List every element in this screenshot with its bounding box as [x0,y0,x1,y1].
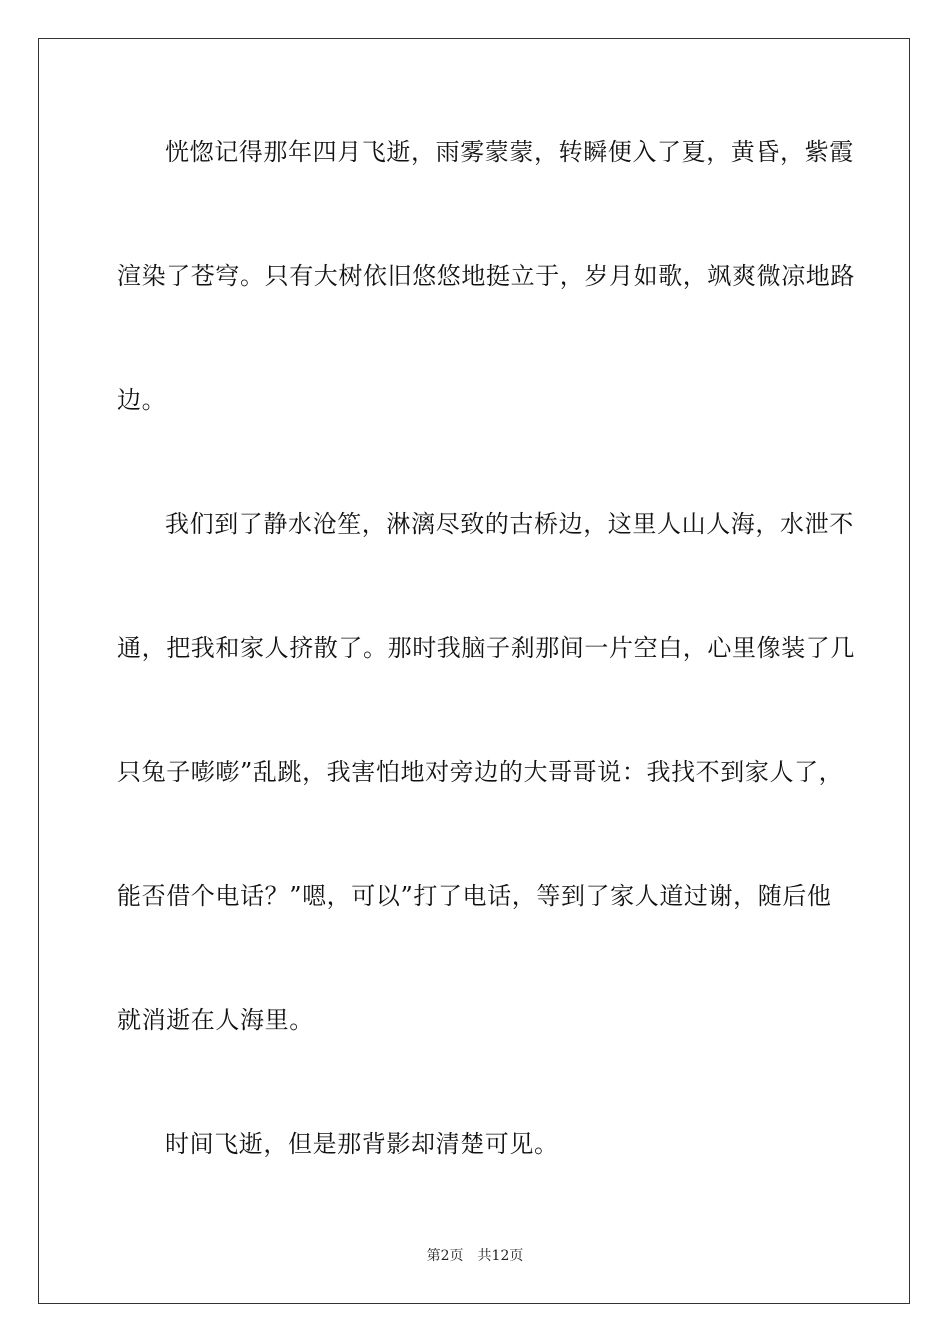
page-border [38,38,910,1304]
page-number: 第2页 [426,1248,464,1264]
text-line: 通，把我和家人挤散了。那时我脑子刹那间一片空白，心里像装了几 [117,634,855,662]
text-line: 时间飞逝，但是那背影却清楚可见。 [165,1130,559,1158]
text-line: 边。 [117,386,167,414]
text-line: 渲染了苍穹。只有大树依旧悠悠地挺立于，岁月如歌，飒爽微凉地路 [117,262,855,290]
text-line: 我们到了静水沧笙，淋漓尽致的古桥边，这里人山人海，水泄不 [165,510,854,538]
text-line: 只兔子嘭嘭”乱跳，我害怕地对旁边的大哥哥说：我找不到家人了， [117,758,844,786]
text-line: 恍惚记得那年四月飞逝，雨雾蒙蒙，转瞬便入了夏，黄昏，紫霞 [165,138,854,166]
text-line: 能否借个电话？”嗯，可以”打了电话，等到了家人道过谢，随后他 [117,882,832,910]
page-footer [0,1247,950,1265]
page-total: 共12页 [477,1248,524,1264]
text-line: 就消逝在人海里。 [117,1006,314,1034]
